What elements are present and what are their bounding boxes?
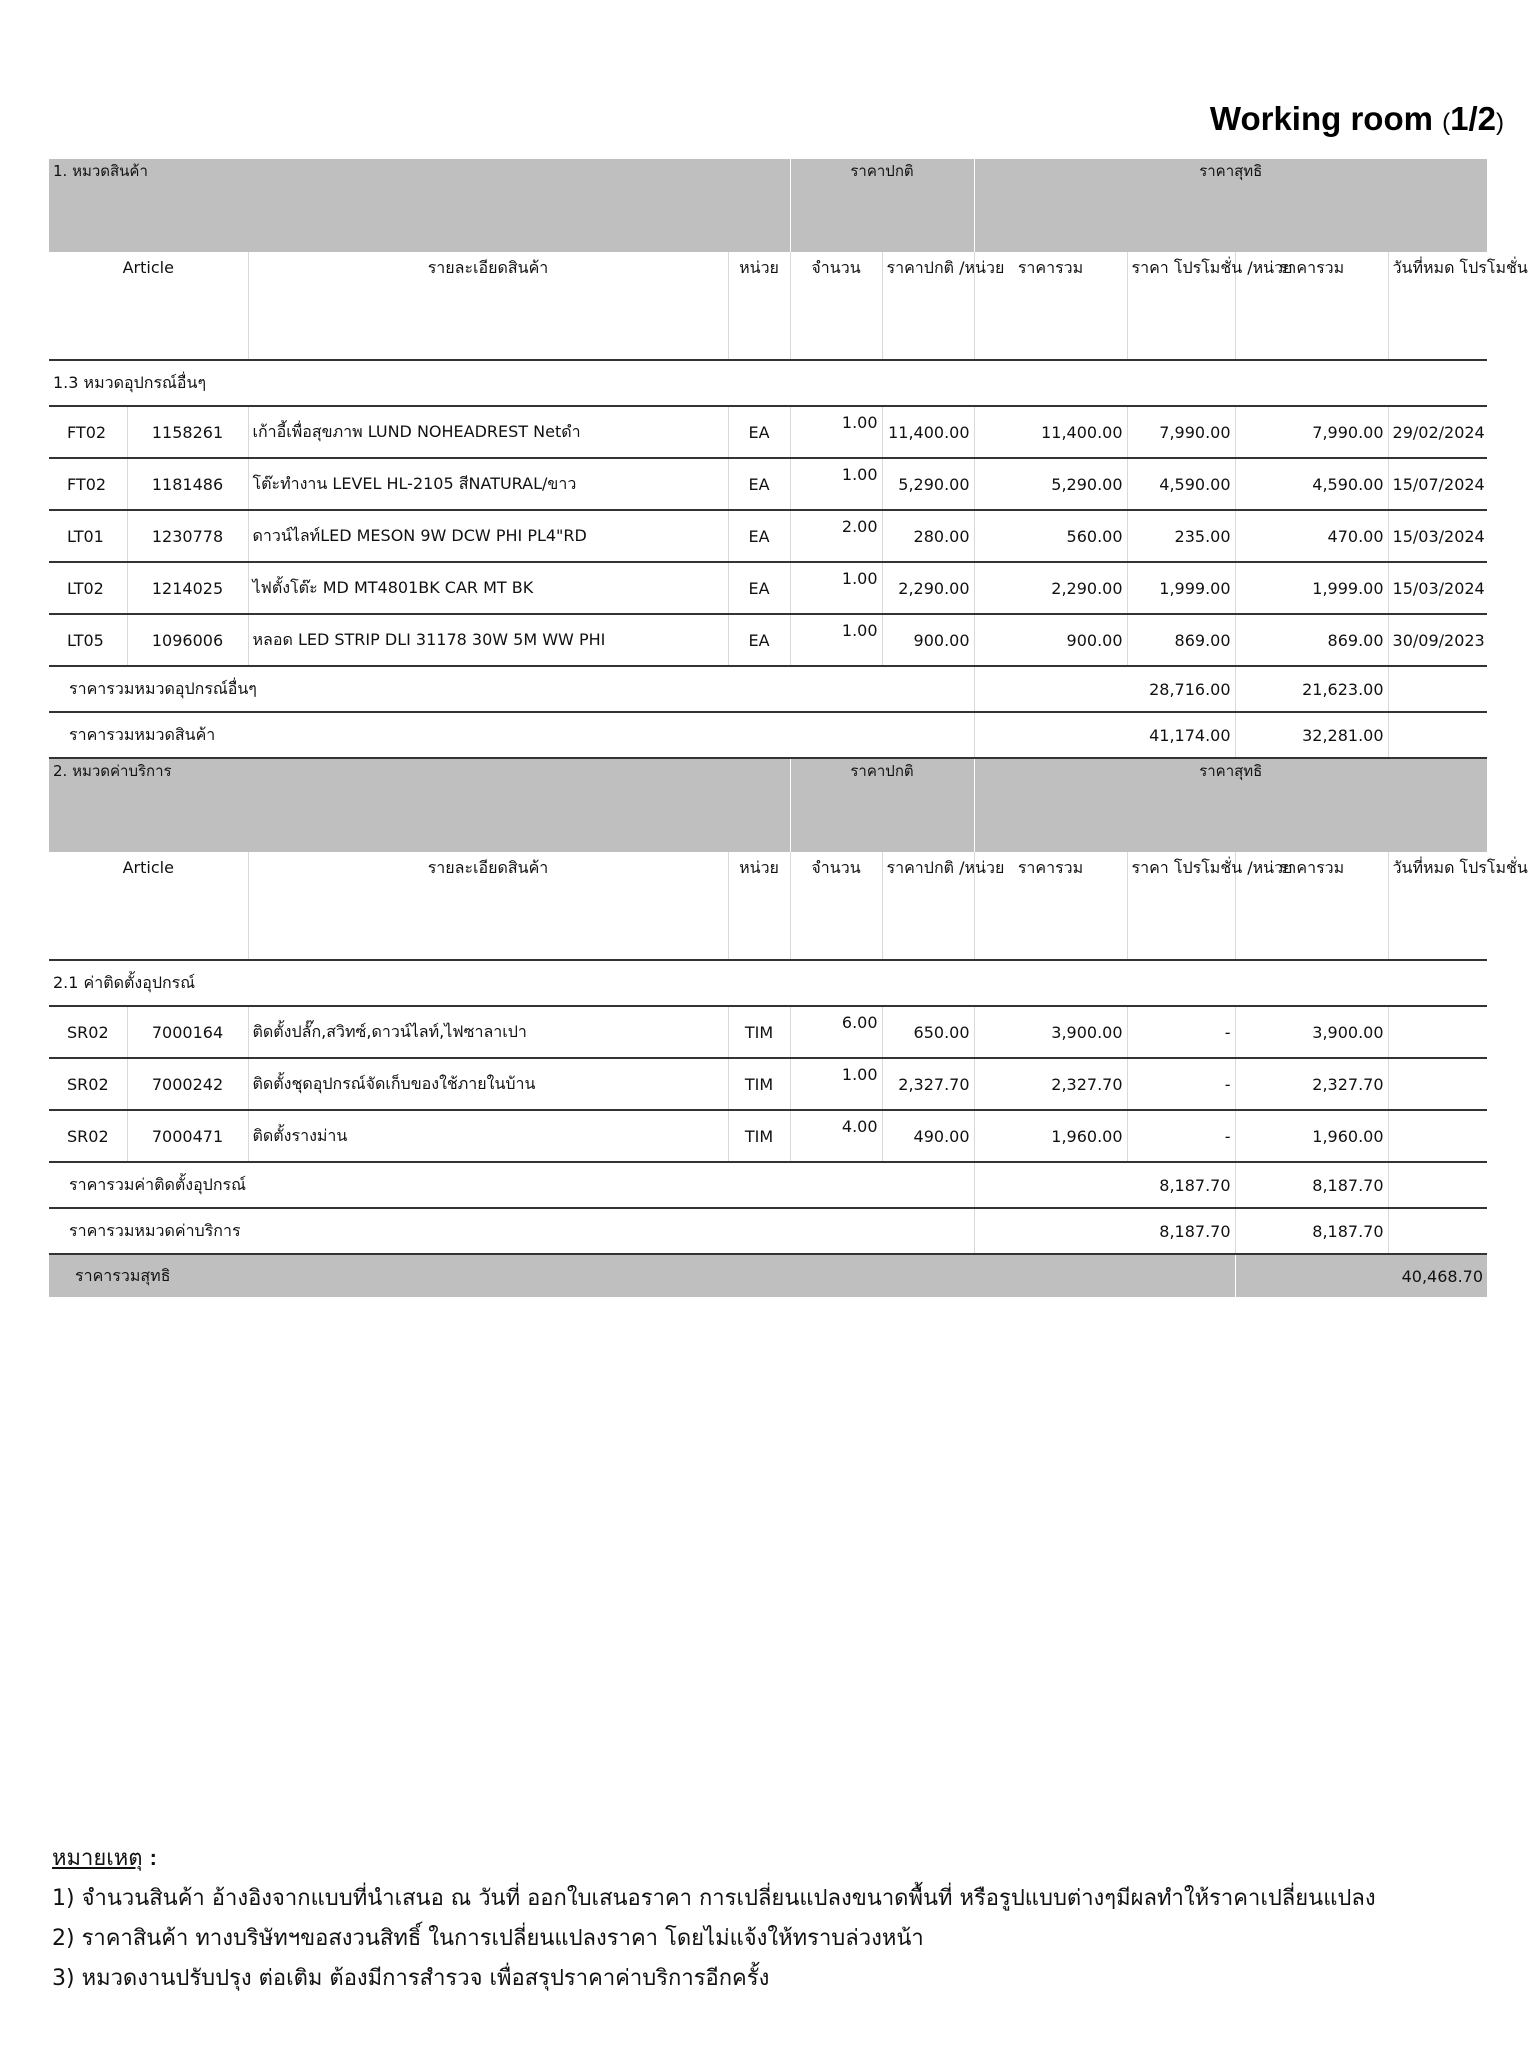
col-promo-price: ราคา โปรโมชั่น /หน่วย <box>1127 252 1235 360</box>
item-promo-total: 3,900.00 <box>1235 1006 1388 1058</box>
item-article: 7000242 <box>127 1058 248 1110</box>
item-description: ไฟตั้งโต๊ะ MD MT4801BK CAR MT BK <box>248 562 728 614</box>
col-total: ราคารวม <box>974 852 1127 960</box>
column-header-row <box>49 852 1487 960</box>
table-row <box>49 614 1487 666</box>
title-paren-close: ) <box>1496 109 1504 136</box>
table-row <box>49 406 1487 458</box>
item-unit: TIM <box>728 1006 790 1058</box>
col-promo-price: ราคา โปรโมชั่น /หน่วย <box>1127 852 1235 960</box>
item-code: FT02 <box>49 406 127 458</box>
item-unit-price: 280.00 <box>882 510 974 562</box>
item-promo-price: 235.00 <box>1127 510 1235 562</box>
item-unit-price: 5,290.00 <box>882 458 974 510</box>
col-promo-end: วันที่หมด โปรโมชั่น <box>1388 252 1487 360</box>
item-promo-price: - <box>1127 1058 1235 1110</box>
grand-total-row <box>49 1254 1487 1297</box>
col-unit-price: ราคาปกติ /หน่วย <box>882 852 974 960</box>
item-unit-price: 900.00 <box>882 614 974 666</box>
item-promo-price: 7,990.00 <box>1127 406 1235 458</box>
item-qty: 1.00 <box>790 406 882 458</box>
notes-colon: : <box>149 1845 157 1870</box>
subtotal-row-label: ราคารวมค่าติดตั้งอุปกรณ์ <box>49 1162 974 1208</box>
category-total-row-regular: 41,174.00 <box>974 712 1235 758</box>
table-row <box>49 1110 1487 1162</box>
item-promo-total: 2,327.70 <box>1235 1058 1388 1110</box>
item-description: หลอด LED STRIP DLI 31178 30W 5M WW PHI <box>248 614 728 666</box>
net-price-group-label: ราคาสุทธิ <box>974 758 1487 852</box>
category-header-row <box>49 758 1487 852</box>
col-promo-end: วันที่หมด โปรโมชั่น <box>1388 852 1487 960</box>
item-unit: EA <box>728 510 790 562</box>
item-promo-price: 869.00 <box>1127 614 1235 666</box>
col-unit-price: ราคาปกติ /หน่วย <box>882 252 974 360</box>
item-code: FT02 <box>49 458 127 510</box>
table-row <box>49 562 1487 614</box>
item-article: 7000164 <box>127 1006 248 1058</box>
regular-price-group-label: ราคาปกติ <box>790 758 974 852</box>
net-price-group-label: ราคาสุทธิ <box>974 159 1487 252</box>
col-article: Article <box>49 852 248 960</box>
item-total: 1,960.00 <box>974 1110 1127 1162</box>
item-qty: 1.00 <box>790 458 882 510</box>
col-unit: หน่วย <box>728 252 790 360</box>
note-line-2: 2) ราคาสินค้า ทางบริษัทฯขอสงวนสิทธิ์ ในการเปลี่ยนแปลงราคา โดยไม่แจ้งให้ทราบล่วงหน้า <box>52 1926 924 1951</box>
item-promo-end <box>1388 1058 1487 1110</box>
item-total: 560.00 <box>974 510 1127 562</box>
subcategory-row <box>49 360 1487 406</box>
item-promo-end: 29/02/2024 <box>1388 406 1487 458</box>
subtotal-row <box>49 666 1487 712</box>
subtotal-row-empty <box>1388 1162 1487 1208</box>
title-text: Working room <box>1209 100 1433 137</box>
category-total-row <box>49 712 1487 758</box>
item-qty: 1.00 <box>790 562 882 614</box>
item-code: SR02 <box>49 1110 127 1162</box>
item-total: 2,290.00 <box>974 562 1127 614</box>
category-total-row-empty <box>1388 712 1487 758</box>
item-promo-total: 1,960.00 <box>1235 1110 1388 1162</box>
item-description: ดาวน์ไลท์LED MESON 9W DCW PHI PL4"RD <box>248 510 728 562</box>
item-promo-end: 15/07/2024 <box>1388 458 1487 510</box>
subtotal-row <box>49 1162 1487 1208</box>
item-unit-price: 2,327.70 <box>882 1058 974 1110</box>
category-name: 2. หมวดค่าบริการ <box>49 758 790 852</box>
quotation-table <box>49 159 1528 1297</box>
notes-title: หมายเหตุ <box>52 1846 143 1871</box>
item-description: โต๊ะทำงาน LEVEL HL-2105 สีNATURAL/ขาว <box>248 458 728 510</box>
item-article: 1230778 <box>127 510 248 562</box>
item-qty: 2.00 <box>790 510 882 562</box>
col-qty: จำนวน <box>790 852 882 960</box>
subcategory-row <box>49 960 1487 1006</box>
item-unit: TIM <box>728 1110 790 1162</box>
subtotal-row-label: ราคารวมหมวดอุปกรณ์อื่นๆ <box>49 666 974 712</box>
item-unit: EA <box>728 406 790 458</box>
item-total: 5,290.00 <box>974 458 1127 510</box>
item-promo-end <box>1388 1006 1487 1058</box>
item-code: LT05 <box>49 614 127 666</box>
item-code: SR02 <box>49 1006 127 1058</box>
col-unit: หน่วย <box>728 852 790 960</box>
notes-heading <box>52 1838 1376 1879</box>
item-description: ติดตั้งรางม่าน <box>248 1110 728 1162</box>
item-total: 2,327.70 <box>974 1058 1127 1110</box>
item-article: 1214025 <box>127 562 248 614</box>
item-total: 900.00 <box>974 614 1127 666</box>
item-code: LT02 <box>49 562 127 614</box>
category-total-row-net: 32,281.00 <box>1235 712 1388 758</box>
item-promo-price: - <box>1127 1006 1235 1058</box>
item-unit: EA <box>728 614 790 666</box>
category-total-row-net: 8,187.70 <box>1235 1208 1388 1254</box>
item-promo-end: 15/03/2024 <box>1388 562 1487 614</box>
subtotal-row-net: 21,623.00 <box>1235 666 1388 712</box>
item-qty: 6.00 <box>790 1006 882 1058</box>
table-row <box>49 1058 1487 1110</box>
col-description: รายละเอียดสินค้า <box>248 252 728 360</box>
note-line-3: 3) หมวดงานปรับปรุง ต่อเติม ต้องมีการสำรวจ เพื่อสรุปราคาค่าบริการอีกครั้ง <box>52 1966 770 1991</box>
col-qty: จำนวน <box>790 252 882 360</box>
subtotal-row-net: 8,187.70 <box>1235 1162 1388 1208</box>
subtotal-row-regular: 8,187.70 <box>974 1162 1235 1208</box>
item-qty: 1.00 <box>790 614 882 666</box>
category-total-row-label: ราคารวมหมวดสินค้า <box>49 712 974 758</box>
table-row <box>49 458 1487 510</box>
item-article: 1181486 <box>127 458 248 510</box>
category-total-row-empty <box>1388 1208 1487 1254</box>
item-unit: EA <box>728 562 790 614</box>
item-promo-total: 1,999.00 <box>1235 562 1388 614</box>
item-unit-price: 11,400.00 <box>882 406 974 458</box>
item-article: 7000471 <box>127 1110 248 1162</box>
item-promo-end: 15/03/2024 <box>1388 510 1487 562</box>
subtotal-row-empty <box>1388 666 1487 712</box>
col-article: Article <box>49 252 248 360</box>
subcategory-label: 1.3 หมวดอุปกรณ์อื่นๆ <box>49 360 1487 406</box>
item-unit: TIM <box>728 1058 790 1110</box>
note-line-1: 1) จำนวนสินค้า อ้างอิงจากแบบที่นำเสนอ ณ วันที่ ออกใบเสนอราคา การเปลี่ยนแปลงขนาดพื้นที่ หรือรูปแบบต่างๆมีผลทำให้ราคาเปลี่ยนแปลง <box>52 1886 1376 1911</box>
item-article: 1096006 <box>127 614 248 666</box>
item-code: SR02 <box>49 1058 127 1110</box>
table-row <box>49 510 1487 562</box>
item-description: ติดตั้งชุดอุปกรณ์จัดเก็บของใช้ภายในบ้าน <box>248 1058 728 1110</box>
item-promo-price: 1,999.00 <box>1127 562 1235 614</box>
category-total-row <box>49 1208 1487 1254</box>
subtotal-row-regular: 28,716.00 <box>974 666 1235 712</box>
column-header-row <box>49 252 1487 360</box>
item-promo-price: - <box>1127 1110 1235 1162</box>
item-unit-price: 490.00 <box>882 1110 974 1162</box>
regular-price-group-label: ราคาปกติ <box>790 159 974 252</box>
item-promo-total: 470.00 <box>1235 510 1388 562</box>
category-total-row-regular: 8,187.70 <box>974 1208 1235 1254</box>
item-code: LT01 <box>49 510 127 562</box>
item-promo-price: 4,590.00 <box>1127 458 1235 510</box>
col-total: ราคารวม <box>974 252 1127 360</box>
item-qty: 1.00 <box>790 1058 882 1110</box>
item-promo-end: 30/09/2023 <box>1388 614 1487 666</box>
item-unit-price: 2,290.00 <box>882 562 974 614</box>
item-total: 11,400.00 <box>974 406 1127 458</box>
item-promo-end <box>1388 1110 1487 1162</box>
quotation-body <box>49 159 1528 1297</box>
grand-total-value: 40,468.70 <box>1235 1254 1487 1297</box>
item-promo-total: 7,990.00 <box>1235 406 1388 458</box>
title-page-number: 1/2 <box>1450 100 1496 137</box>
item-article: 1158261 <box>127 406 248 458</box>
grand-total-label: ราคารวมสุทธิ <box>49 1254 1235 1297</box>
category-header-row <box>49 159 1487 252</box>
subcategory-label: 2.1 ค่าติดตั้งอุปกรณ์ <box>49 960 1487 1006</box>
item-promo-total: 869.00 <box>1235 614 1388 666</box>
title-paren-open: ( <box>1442 109 1451 136</box>
item-description: ติดตั้งปลั๊ก,สวิทซ์,ดาวน์ไลท์,ไฟซาลาเปา <box>248 1006 728 1058</box>
notes-block <box>52 1838 1376 1999</box>
table-row <box>49 1006 1487 1058</box>
col-promo-total: ราคารวม <box>1235 852 1388 960</box>
item-promo-total: 4,590.00 <box>1235 458 1388 510</box>
item-unit: EA <box>728 458 790 510</box>
page-title <box>1210 100 1504 138</box>
col-promo-total: ราคารวม <box>1235 252 1388 360</box>
category-total-row-label: ราคารวมหมวดค่าบริการ <box>49 1208 974 1254</box>
category-name: 1. หมวดสินค้า <box>49 159 790 252</box>
item-total: 3,900.00 <box>974 1006 1127 1058</box>
item-unit-price: 650.00 <box>882 1006 974 1058</box>
col-description: รายละเอียดสินค้า <box>248 852 728 960</box>
item-description: เก้าอี้เพื่อสุขภาพ LUND NOHEADREST Netดำ <box>248 406 728 458</box>
item-qty: 4.00 <box>790 1110 882 1162</box>
